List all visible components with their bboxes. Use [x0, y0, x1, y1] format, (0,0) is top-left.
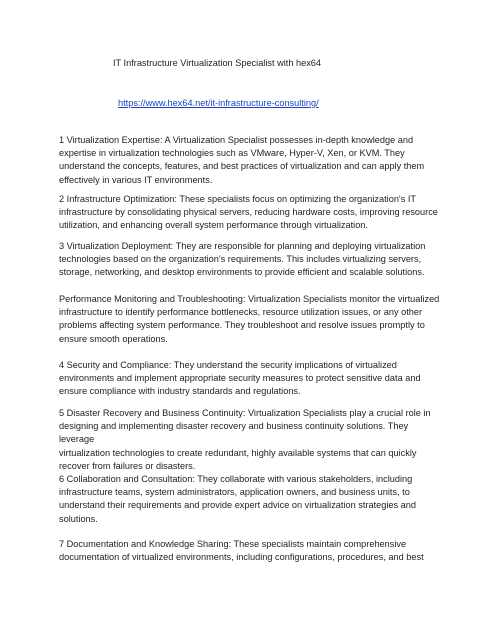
document-title: IT Infrastructure Virtualization Specialist with hex64	[113, 58, 322, 68]
paragraph-performance-monitoring: Performance Monitoring and Troubleshooting: Virtualization Specialists monitor the virtualized infrastructure to identify performance bottlenecks, resource utilization issues, or any other problems affecting system performance. They troubleshoot and resolve issues promptly to ensure smooth operations.	[59, 294, 440, 344]
paragraph-security-compliance: 4 Security and Compliance: They understand the security implications of virtualized environments and implement appropriate security measures to protect sensitive data and ensure compliance with industry standards and regulations.	[59, 360, 421, 397]
paragraph-disaster-recovery: 5 Disaster Recovery and Business Continuity: Virtualization Specialists play a crucial role in designing and implementing disaster recovery and business continuity solutions. They leverage virtualization technologies to create redundant, highly available systems that can quickly recover from failures or disasters.	[59, 408, 431, 471]
paragraph-documentation-knowledge: 7 Documentation and Knowledge Sharing: These specialists maintain comprehensive documentation of virtualized environments, including configurations, procedures, and best	[59, 539, 424, 563]
paragraph-collaboration-consultation: 6 Collaboration and Consultation: They collaborate with various stakeholders, including infrastructure teams, system administrators, application owners, and business units, to understand their requirements and provide expert advice on virtualization strategies and solutions.	[59, 474, 416, 524]
paragraph-virtualization-deployment: 3 Virtualization Deployment: They are responsible for planning and deploying virtualization technologies based on the organization's requirements. This includes virtualizing servers, storage, networking, and desktop environments to provide efficient and scalable solutions.	[59, 241, 426, 278]
hex64-consulting-link[interactable]: https://www.hex64.net/it-infrastructure-consulting/	[118, 98, 319, 108]
paragraph-virtualization-expertise: 1 Virtualization Expertise: A Virtualization Specialist possesses in-depth knowledge and expertise in virtualization technologies such as VMware, Hyper-V, Xen, or KVM. They understand the concepts, features, and best practices of virtualization and can apply them effectively in various IT environments.	[59, 135, 425, 185]
paragraph-infrastructure-optimization: 2 Infrastructure Optimization: These specialists focus on optimizing the organization's IT infrastructure by consolidating physical servers, reducing hardware costs, improving resource utilization, and enhancing overall system performance through virtualization.	[59, 194, 438, 231]
